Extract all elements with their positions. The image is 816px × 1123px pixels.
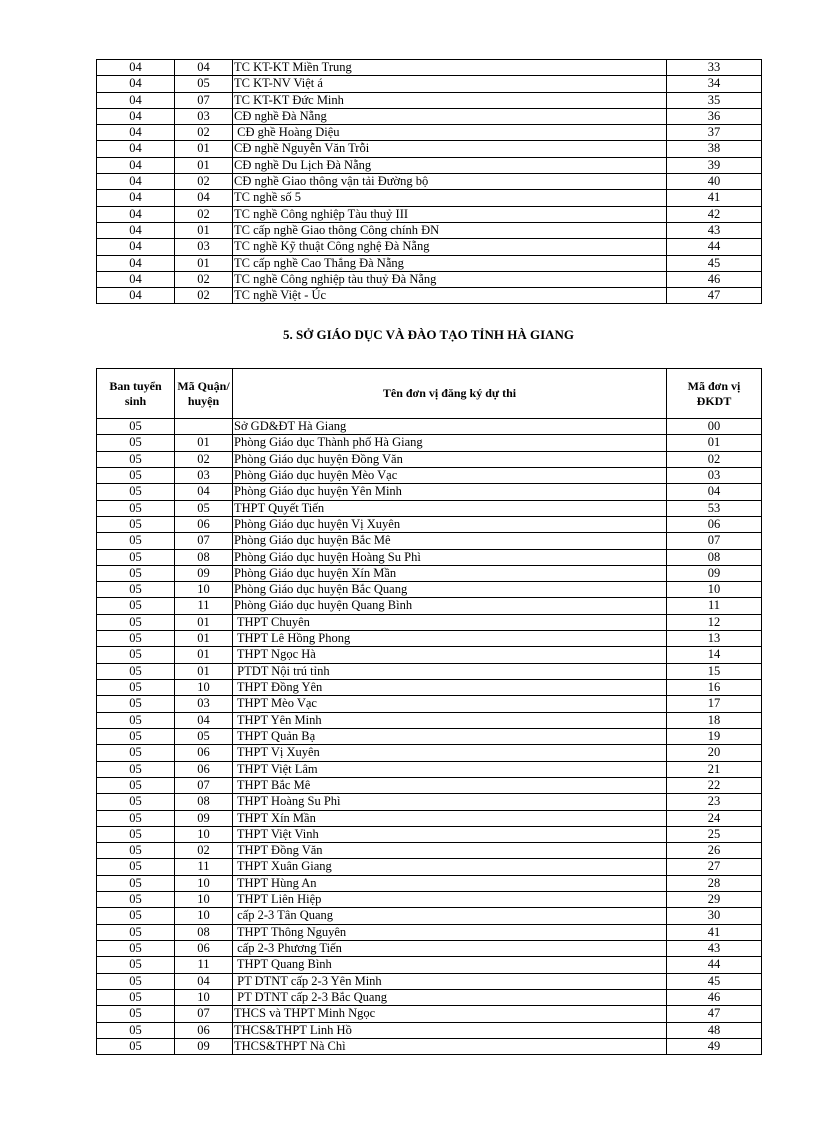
cell-ma-quan-huyen: 08 xyxy=(175,794,233,810)
table-row xyxy=(97,875,762,891)
cell-ban-tuyen-sinh: 05 xyxy=(97,647,175,663)
cell-ma-don-vi: 44 xyxy=(667,239,762,255)
table-row xyxy=(97,255,762,271)
cell-ma-don-vi: 48 xyxy=(667,1022,762,1038)
cell-ban-tuyen-sinh: 05 xyxy=(97,908,175,924)
cell-ma-don-vi: 53 xyxy=(667,500,762,516)
cell-ma-quan-huyen: 02 xyxy=(175,288,233,304)
cell-ma-don-vi: 10 xyxy=(667,582,762,598)
table-row xyxy=(97,222,762,238)
cell-ten-don-vi: TC nghề Công nghiệp Tàu thuỷ III xyxy=(233,206,667,222)
cell-ban-tuyen-sinh: 05 xyxy=(97,680,175,696)
cell-ten-don-vi: THCS&THPT Nà Chì xyxy=(233,1038,667,1054)
table-row xyxy=(97,924,762,940)
cell-ten-don-vi: THPT Bắc Mê xyxy=(233,777,667,793)
cell-ma-don-vi: 45 xyxy=(667,255,762,271)
cell-ma-quan-huyen: 10 xyxy=(175,989,233,1005)
cell-ten-don-vi: Phòng Giáo dục huyện Vị Xuyên xyxy=(233,516,667,532)
cell-ma-don-vi: 14 xyxy=(667,647,762,663)
cell-ma-don-vi: 36 xyxy=(667,108,762,124)
cell-ten-don-vi: CĐ ghề Hoàng Diệu xyxy=(233,125,667,141)
cell-ma-don-vi: 35 xyxy=(667,92,762,108)
cell-ma-don-vi: 25 xyxy=(667,826,762,842)
table-row xyxy=(97,892,762,908)
cell-ma-quan-huyen: 10 xyxy=(175,826,233,842)
table-row xyxy=(97,451,762,467)
table-row xyxy=(97,582,762,598)
cell-ten-don-vi: Phòng Giáo dục huyện Quang Bình xyxy=(233,598,667,614)
cell-ban-tuyen-sinh: 05 xyxy=(97,467,175,483)
cell-ma-quan-huyen: 06 xyxy=(175,745,233,761)
cell-ban-tuyen-sinh: 05 xyxy=(97,941,175,957)
cell-ten-don-vi: TC KT-KT Đức Minh xyxy=(233,92,667,108)
cell-ten-don-vi: CĐ nghề Đà Nẵng xyxy=(233,108,667,124)
table-row xyxy=(97,533,762,549)
table-row xyxy=(97,141,762,157)
header-ma-don-vi: Mã đơn vị ĐKDT xyxy=(667,369,762,419)
cell-ma-quan-huyen: 05 xyxy=(175,500,233,516)
cell-ma-quan-huyen: 06 xyxy=(175,941,233,957)
cell-ma-don-vi: 27 xyxy=(667,859,762,875)
table-row xyxy=(97,174,762,190)
cell-ten-don-vi: Phòng Giáo dục huyện Bắc Mê xyxy=(233,533,667,549)
table-row xyxy=(97,271,762,287)
cell-ma-quan-huyen: 07 xyxy=(175,92,233,108)
cell-ma-quan-huyen: 04 xyxy=(175,973,233,989)
cell-ma-don-vi: 02 xyxy=(667,451,762,467)
cell-ma-don-vi: 45 xyxy=(667,973,762,989)
table-row xyxy=(97,419,762,435)
cell-ma-don-vi: 16 xyxy=(667,680,762,696)
cell-ma-don-vi: 19 xyxy=(667,728,762,744)
cell-ma-don-vi: 39 xyxy=(667,157,762,173)
cell-ma-quan-huyen: 01 xyxy=(175,614,233,630)
cell-ten-don-vi: THPT Mèo Vạc xyxy=(233,696,667,712)
cell-ten-don-vi: CĐ nghề Nguyễn Văn Trỗi xyxy=(233,141,667,157)
cell-ten-don-vi: PTDT Nội trú tỉnh xyxy=(233,663,667,679)
cell-ten-don-vi: THPT Yên Minh xyxy=(233,712,667,728)
cell-ma-quan-huyen: 07 xyxy=(175,533,233,549)
cell-ban-tuyen-sinh: 05 xyxy=(97,451,175,467)
cell-ten-don-vi: Phòng Giáo dục huyện Hoàng Su Phì xyxy=(233,549,667,565)
cell-ma-don-vi: 28 xyxy=(667,875,762,891)
cell-ma-quan-huyen: 05 xyxy=(175,728,233,744)
cell-ma-don-vi: 47 xyxy=(667,288,762,304)
cell-ban-tuyen-sinh: 05 xyxy=(97,516,175,532)
cell-ma-quan-huyen: 01 xyxy=(175,435,233,451)
cell-ban-tuyen-sinh: 05 xyxy=(97,1038,175,1054)
cell-ban-tuyen-sinh: 04 xyxy=(97,174,175,190)
cell-ten-don-vi: PT DTNT cấp 2-3 Yên Minh xyxy=(233,973,667,989)
cell-ma-don-vi: 17 xyxy=(667,696,762,712)
cell-ten-don-vi: THPT Quyết Tiến xyxy=(233,500,667,516)
cell-ma-quan-huyen: 03 xyxy=(175,696,233,712)
table-row xyxy=(97,614,762,630)
table-row xyxy=(97,565,762,581)
cell-ban-tuyen-sinh: 05 xyxy=(97,875,175,891)
table-row xyxy=(97,125,762,141)
header-ma-quan-huyen: Mã Quận/ huyện xyxy=(175,369,233,419)
table-row xyxy=(97,190,762,206)
cell-ma-quan-huyen: 10 xyxy=(175,908,233,924)
cell-ma-don-vi: 01 xyxy=(667,435,762,451)
cell-ten-don-vi: CĐ nghề Du Lịch Đà Nẵng xyxy=(233,157,667,173)
cell-ma-don-vi: 34 xyxy=(667,76,762,92)
cell-ban-tuyen-sinh: 04 xyxy=(97,222,175,238)
cell-ban-tuyen-sinh: 05 xyxy=(97,582,175,598)
cell-ten-don-vi: THPT Quản Bạ xyxy=(233,728,667,744)
cell-ten-don-vi: THPT Hùng An xyxy=(233,875,667,891)
table-row xyxy=(97,843,762,859)
cell-ma-don-vi: 43 xyxy=(667,941,762,957)
cell-ten-don-vi: THPT Lê Hồng Phong xyxy=(233,631,667,647)
cell-ma-quan-huyen: 02 xyxy=(175,271,233,287)
cell-ma-don-vi: 03 xyxy=(667,467,762,483)
cell-ma-don-vi: 11 xyxy=(667,598,762,614)
cell-ma-quan-huyen: 04 xyxy=(175,60,233,76)
table-row xyxy=(97,973,762,989)
cell-ma-quan-huyen: 01 xyxy=(175,631,233,647)
table-row xyxy=(97,859,762,875)
cell-ma-quan-huyen: 11 xyxy=(175,957,233,973)
cell-ban-tuyen-sinh: 04 xyxy=(97,60,175,76)
cell-ma-don-vi: 46 xyxy=(667,271,762,287)
cell-ma-quan-huyen: 10 xyxy=(175,582,233,598)
cell-ma-don-vi: 30 xyxy=(667,908,762,924)
cell-ban-tuyen-sinh: 04 xyxy=(97,271,175,287)
cell-ban-tuyen-sinh: 05 xyxy=(97,777,175,793)
cell-ten-don-vi: Sở GD&ĐT Hà Giang xyxy=(233,419,667,435)
table-row xyxy=(97,467,762,483)
cell-ma-quan-huyen: 04 xyxy=(175,712,233,728)
table1-body xyxy=(97,60,762,304)
cell-ban-tuyen-sinh: 05 xyxy=(97,549,175,565)
cell-ten-don-vi: Phòng Giáo dục huyện Đồng Văn xyxy=(233,451,667,467)
cell-ma-quan-huyen: 06 xyxy=(175,761,233,777)
cell-ma-quan-huyen: 05 xyxy=(175,76,233,92)
cell-ban-tuyen-sinh: 05 xyxy=(97,728,175,744)
table-row xyxy=(97,794,762,810)
header-ban-tuyen-sinh: Ban tuyển sinh xyxy=(97,369,175,419)
table-row xyxy=(97,761,762,777)
table-row xyxy=(97,647,762,663)
cell-ma-don-vi: 07 xyxy=(667,533,762,549)
cell-ma-don-vi: 26 xyxy=(667,843,762,859)
table2-body xyxy=(97,419,762,1055)
cell-ten-don-vi: TC cấp nghề Giao thông Công chính ĐN xyxy=(233,222,667,238)
cell-ma-don-vi: 06 xyxy=(667,516,762,532)
cell-ban-tuyen-sinh: 04 xyxy=(97,125,175,141)
cell-ban-tuyen-sinh: 05 xyxy=(97,663,175,679)
table-row xyxy=(97,108,762,124)
cell-ban-tuyen-sinh: 05 xyxy=(97,533,175,549)
table-row xyxy=(97,745,762,761)
cell-ma-quan-huyen: 07 xyxy=(175,777,233,793)
table-row xyxy=(97,484,762,500)
table-row xyxy=(97,92,762,108)
header-ten-don-vi: Tên đơn vị đăng ký dự thi xyxy=(233,369,667,419)
cell-ban-tuyen-sinh: 04 xyxy=(97,239,175,255)
cell-ma-don-vi: 49 xyxy=(667,1038,762,1054)
table-row xyxy=(97,598,762,614)
cell-ma-don-vi: 00 xyxy=(667,419,762,435)
cell-ban-tuyen-sinh: 05 xyxy=(97,794,175,810)
cell-ten-don-vi: PT DTNT cấp 2-3 Bắc Quang xyxy=(233,989,667,1005)
cell-ten-don-vi: TC nghề Việt - Úc xyxy=(233,288,667,304)
cell-ma-don-vi: 42 xyxy=(667,206,762,222)
cell-ten-don-vi: THPT Việt Vinh xyxy=(233,826,667,842)
cell-ma-quan-huyen: 02 xyxy=(175,125,233,141)
cell-ma-quan-huyen: 01 xyxy=(175,222,233,238)
cell-ma-don-vi: 46 xyxy=(667,989,762,1005)
cell-ma-don-vi: 15 xyxy=(667,663,762,679)
cell-ma-don-vi: 38 xyxy=(667,141,762,157)
cell-ten-don-vi: THPT Ngọc Hà xyxy=(233,647,667,663)
cell-ban-tuyen-sinh: 05 xyxy=(97,924,175,940)
table-row xyxy=(97,516,762,532)
cell-ma-quan-huyen: 10 xyxy=(175,892,233,908)
cell-ma-quan-huyen: 04 xyxy=(175,190,233,206)
cell-ban-tuyen-sinh: 05 xyxy=(97,826,175,842)
table-row xyxy=(97,239,762,255)
cell-ma-quan-huyen: 08 xyxy=(175,924,233,940)
cell-ten-don-vi: Phòng Giáo dục huyện Bắc Quang xyxy=(233,582,667,598)
table-row xyxy=(97,941,762,957)
cell-ma-don-vi: 23 xyxy=(667,794,762,810)
cell-ma-quan-huyen: 10 xyxy=(175,875,233,891)
table-row xyxy=(97,696,762,712)
cell-ten-don-vi: THCS&THPT Linh Hồ xyxy=(233,1022,667,1038)
cell-ma-don-vi: 13 xyxy=(667,631,762,647)
cell-ma-quan-huyen: 03 xyxy=(175,108,233,124)
cell-ten-don-vi: Phòng Giáo dục huyện Mèo Vạc xyxy=(233,467,667,483)
cell-ban-tuyen-sinh: 04 xyxy=(97,108,175,124)
cell-ban-tuyen-sinh: 05 xyxy=(97,892,175,908)
table-row xyxy=(97,500,762,516)
cell-ten-don-vi: THPT Đồng Văn xyxy=(233,843,667,859)
cell-ma-don-vi: 09 xyxy=(667,565,762,581)
cell-ma-don-vi: 43 xyxy=(667,222,762,238)
cell-ten-don-vi: CĐ nghề Giao thông vận tải Đường bộ xyxy=(233,174,667,190)
cell-ban-tuyen-sinh: 05 xyxy=(97,989,175,1005)
cell-ma-quan-huyen: 10 xyxy=(175,680,233,696)
cell-ma-don-vi: 44 xyxy=(667,957,762,973)
cell-ma-quan-huyen: 02 xyxy=(175,843,233,859)
table-row xyxy=(97,1022,762,1038)
cell-ma-quan-huyen: 01 xyxy=(175,663,233,679)
cell-ma-quan-huyen: 09 xyxy=(175,1038,233,1054)
cell-ten-don-vi: THPT Việt Lâm xyxy=(233,761,667,777)
cell-ma-don-vi: 40 xyxy=(667,174,762,190)
cell-ten-don-vi: THPT Vị Xuyên xyxy=(233,745,667,761)
cell-ban-tuyen-sinh: 05 xyxy=(97,859,175,875)
cell-ma-quan-huyen: 06 xyxy=(175,516,233,532)
cell-ban-tuyen-sinh: 05 xyxy=(97,810,175,826)
cell-ban-tuyen-sinh: 05 xyxy=(97,1006,175,1022)
cell-ma-don-vi: 37 xyxy=(667,125,762,141)
cell-ban-tuyen-sinh: 04 xyxy=(97,206,175,222)
cell-ban-tuyen-sinh: 04 xyxy=(97,141,175,157)
section-title: 5. SỞ GIÁO DỤC VÀ ĐÀO TẠO TỈNH HÀ GIANG xyxy=(282,327,575,342)
table-row xyxy=(97,157,762,173)
cell-ban-tuyen-sinh: 04 xyxy=(97,92,175,108)
table-row xyxy=(97,549,762,565)
cell-ban-tuyen-sinh: 04 xyxy=(97,255,175,271)
cell-ma-quan-huyen: 02 xyxy=(175,174,233,190)
cell-ban-tuyen-sinh: 05 xyxy=(97,696,175,712)
cell-ma-don-vi: 47 xyxy=(667,1006,762,1022)
cell-ma-quan-huyen: 03 xyxy=(175,467,233,483)
table-row xyxy=(97,712,762,728)
cell-ban-tuyen-sinh: 05 xyxy=(97,745,175,761)
cell-ma-don-vi: 18 xyxy=(667,712,762,728)
table-row xyxy=(97,76,762,92)
cell-ten-don-vi: cấp 2-3 Phương Tiến xyxy=(233,941,667,957)
cell-ban-tuyen-sinh: 05 xyxy=(97,843,175,859)
cell-ma-quan-huyen: 04 xyxy=(175,484,233,500)
cell-ban-tuyen-sinh: 05 xyxy=(97,761,175,777)
cell-ban-tuyen-sinh: 05 xyxy=(97,1022,175,1038)
table-row xyxy=(97,631,762,647)
cell-ten-don-vi: THPT Xín Mần xyxy=(233,810,667,826)
cell-ten-don-vi: THPT Đồng Yên xyxy=(233,680,667,696)
cell-ma-quan-huyen: 02 xyxy=(175,451,233,467)
table-row xyxy=(97,989,762,1005)
cell-ma-don-vi: 41 xyxy=(667,190,762,206)
cell-ma-don-vi: 21 xyxy=(667,761,762,777)
cell-ma-don-vi: 08 xyxy=(667,549,762,565)
cell-ma-quan-huyen: 03 xyxy=(175,239,233,255)
cell-ma-don-vi: 41 xyxy=(667,924,762,940)
cell-ma-don-vi: 24 xyxy=(667,810,762,826)
cell-ten-don-vi: THPT Quang Bình xyxy=(233,957,667,973)
cell-ma-quan-huyen: 01 xyxy=(175,157,233,173)
cell-ma-quan-huyen: 06 xyxy=(175,1022,233,1038)
table-row xyxy=(97,957,762,973)
table-header-row xyxy=(97,369,762,419)
table-row xyxy=(97,60,762,76)
table-row xyxy=(97,288,762,304)
cell-ma-quan-huyen: 01 xyxy=(175,255,233,271)
cell-ma-don-vi: 20 xyxy=(667,745,762,761)
cell-ban-tuyen-sinh: 05 xyxy=(97,484,175,500)
cell-ma-don-vi: 29 xyxy=(667,892,762,908)
table-row xyxy=(97,663,762,679)
cell-ten-don-vi: THPT Hoàng Su Phì xyxy=(233,794,667,810)
table-row xyxy=(97,908,762,924)
cell-ten-don-vi: TC nghề Kỹ thuật Công nghệ Đà Nẵng xyxy=(233,239,667,255)
cell-ten-don-vi: cấp 2-3 Tân Quang xyxy=(233,908,667,924)
cell-ma-quan-huyen: 11 xyxy=(175,598,233,614)
table-row xyxy=(97,1038,762,1054)
cell-ma-quan-huyen: 01 xyxy=(175,647,233,663)
cell-ban-tuyen-sinh: 05 xyxy=(97,500,175,516)
cell-ten-don-vi: THPT Liên Hiệp xyxy=(233,892,667,908)
cell-ma-quan-huyen: 09 xyxy=(175,565,233,581)
cell-ten-don-vi: THPT Thông Nguyên xyxy=(233,924,667,940)
cell-ma-don-vi: 33 xyxy=(667,60,762,76)
table-row xyxy=(97,728,762,744)
cell-ban-tuyen-sinh: 05 xyxy=(97,631,175,647)
table-row xyxy=(97,826,762,842)
cell-ten-don-vi: TC nghề số 5 xyxy=(233,190,667,206)
cell-ten-don-vi: Phòng Giáo dục huyện Xín Mần xyxy=(233,565,667,581)
cell-ten-don-vi: THPT Chuyên xyxy=(233,614,667,630)
table-row xyxy=(97,206,762,222)
cell-ban-tuyen-sinh: 04 xyxy=(97,76,175,92)
cell-ten-don-vi: Phòng Giáo dục Thành phố Hà Giang xyxy=(233,435,667,451)
cell-ten-don-vi: THCS và THPT Minh Ngọc xyxy=(233,1006,667,1022)
table-ban-04-continued xyxy=(96,59,762,304)
table-row xyxy=(97,435,762,451)
cell-ban-tuyen-sinh: 04 xyxy=(97,190,175,206)
cell-ten-don-vi: TC cấp nghề Cao Thắng Đà Nẵng xyxy=(233,255,667,271)
cell-ban-tuyen-sinh: 05 xyxy=(97,614,175,630)
cell-ma-quan-huyen xyxy=(175,419,233,435)
cell-ten-don-vi: TC KT-KT Miền Trung xyxy=(233,60,667,76)
cell-ma-quan-huyen: 07 xyxy=(175,1006,233,1022)
table-row xyxy=(97,680,762,696)
cell-ten-don-vi: TC KT-NV Việt á xyxy=(233,76,667,92)
cell-ten-don-vi: Phòng Giáo dục huyện Yên Minh xyxy=(233,484,667,500)
cell-ban-tuyen-sinh: 05 xyxy=(97,435,175,451)
cell-ban-tuyen-sinh: 05 xyxy=(97,598,175,614)
cell-ma-quan-huyen: 11 xyxy=(175,859,233,875)
cell-ban-tuyen-sinh: 04 xyxy=(97,157,175,173)
cell-ban-tuyen-sinh: 05 xyxy=(97,419,175,435)
table-ha-giang xyxy=(96,368,762,1055)
table-row xyxy=(97,1006,762,1022)
cell-ten-don-vi: THPT Xuân Giang xyxy=(233,859,667,875)
cell-ma-quan-huyen: 09 xyxy=(175,810,233,826)
cell-ma-quan-huyen: 01 xyxy=(175,141,233,157)
cell-ma-don-vi: 12 xyxy=(667,614,762,630)
table-row xyxy=(97,810,762,826)
cell-ban-tuyen-sinh: 05 xyxy=(97,565,175,581)
cell-ma-don-vi: 04 xyxy=(667,484,762,500)
cell-ma-quan-huyen: 08 xyxy=(175,549,233,565)
cell-ban-tuyen-sinh: 05 xyxy=(97,712,175,728)
table-row xyxy=(97,777,762,793)
cell-ban-tuyen-sinh: 05 xyxy=(97,957,175,973)
cell-ten-don-vi: TC nghề Công nghiệp tàu thuỷ Đà Nẵng xyxy=(233,271,667,287)
cell-ma-quan-huyen: 02 xyxy=(175,206,233,222)
cell-ma-don-vi: 22 xyxy=(667,777,762,793)
cell-ban-tuyen-sinh: 04 xyxy=(97,288,175,304)
cell-ban-tuyen-sinh: 05 xyxy=(97,973,175,989)
